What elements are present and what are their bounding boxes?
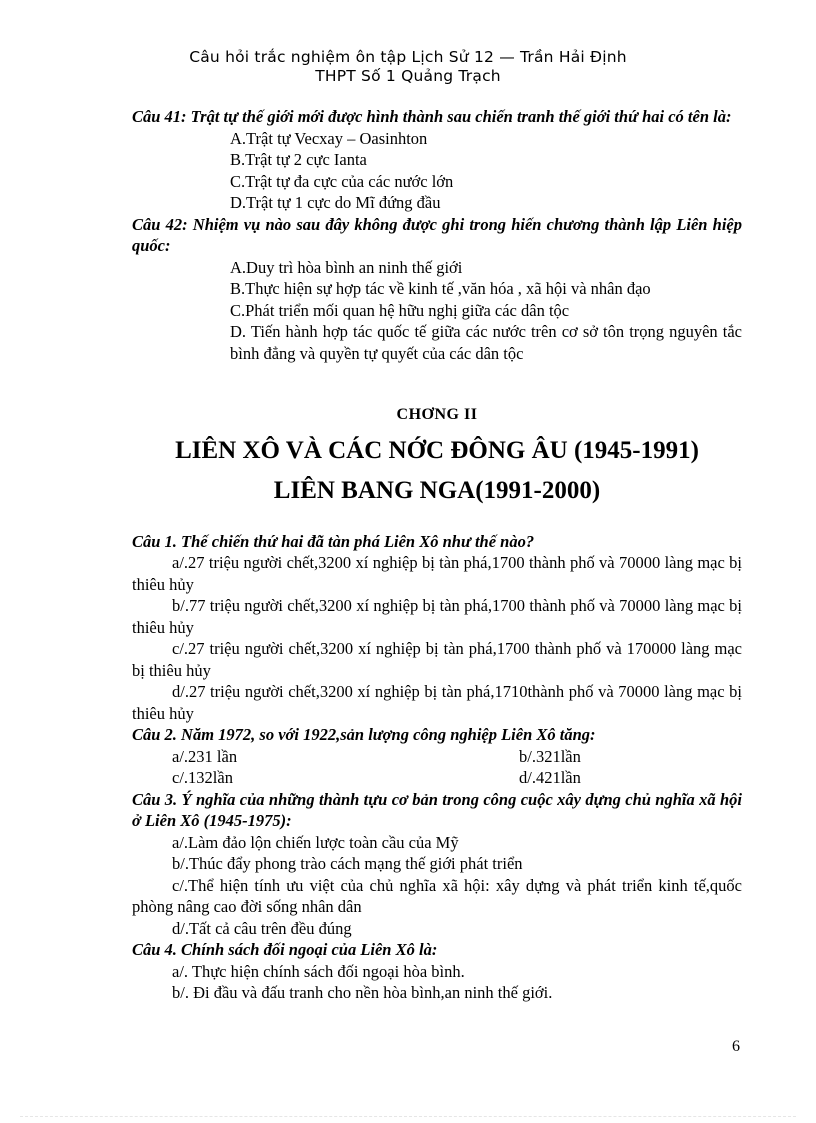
c2-option-b: b/.321lần <box>519 746 581 766</box>
c3-option-d: d/.Tất cả câu trên đều đúng <box>172 918 352 938</box>
q41-option-d: D.Trật tự 1 cực do Mĩ đứng đầu <box>230 193 441 212</box>
c2-option-a: a/.231 lần <box>172 746 238 766</box>
q41-option-b: B.Trật tự 2 cực Ianta <box>230 150 367 169</box>
chapter-title-2: LIÊN BANG NGA(1991-2000) <box>273 476 601 504</box>
c2-option-c: c/.132lần <box>172 768 233 787</box>
c1-option-d: d/.27 triệu người chết,3200 xí nghiệp bị tàn phá,1710thành phố và 70000 làng mạc bị thiêu hủy <box>132 682 742 723</box>
c4-option-a: a/. Thực hiện chính sách đối ngoại hòa bình. <box>172 961 465 981</box>
question-41: Câu 41: Trật tự thế giới mới được hình thành sau chiến tranh thế giới thứ hai có tên là: <box>132 107 732 126</box>
c1-option-b: b/.77 triệu người chết,3200 xí nghiệp bị tàn phá,1700 thành phố và 70000 làng mạc bị thiêu hủy <box>132 596 742 637</box>
page-number: 6 <box>732 1038 740 1055</box>
question-4: Câu 4. Chính sách đối ngoại của Liên Xô là: <box>132 940 438 959</box>
footer-divider <box>20 1116 796 1117</box>
c2-options-row-2 <box>132 767 742 789</box>
header-line-2: THPT Số 1 Quảng Trạch <box>315 67 501 85</box>
question-42: Câu 42: Nhiệm vụ nào sau đây không được ghi trong hiến chương thành lập Liên hiệp quốc: <box>132 214 742 255</box>
header-line-1: Câu hỏi trắc nghiệm ôn tập Lịch Sử 12 — Trần Hải Định <box>189 48 627 66</box>
chapter-title-1: LIÊN XÔ VÀ CÁC NỚC ĐÔNG ÂU (1945-1991) <box>175 436 699 464</box>
document-body <box>132 106 742 1004</box>
c3-option-b: b/.Thúc đẩy phong trào cách mạng thế giới phát triển <box>172 854 523 873</box>
c3-option-a: a/.Làm đảo lộn chiến lược toàn cầu của Mỹ <box>172 832 459 852</box>
question-1: Câu 1. Thế chiến thứ hai đã tàn phá Liên Xô như thế nào? <box>132 531 535 551</box>
c2-option-d: d/.421lần <box>519 768 581 787</box>
c3-option-c: c/.Thể hiện tính ưu việt của chủ nghĩa xã hội: xây dựng và phát triển kinh tế,quốc phòng nâng cao đời sống nhân dân <box>132 875 742 916</box>
q42-option-a: A.Duy trì hòa bình an ninh thế giới <box>230 257 463 277</box>
c1-option-c: c/.27 triệu người chết,3200 xí nghiệp bị tàn phá,1700 thành phố và 170000 làng mạc bị thiêu hủy <box>132 639 742 680</box>
q42-option-c: C.Phát triển mối quan hệ hữu nghị giữa các dân tộc <box>230 300 570 320</box>
question-3: Câu 3. Ý nghĩa của những thành tựu cơ bản trong công cuộc xây dựng chủ nghĩa xã hội ở Liên Xô (1945-1975): <box>132 789 742 830</box>
q41-option-c: C.Trật tự đa cực của các nước lớn <box>230 171 454 191</box>
q41-option-a: A.Trật tự Vecxay – Oasinhton <box>230 128 428 148</box>
c1-option-a: a/.27 triệu người chết,3200 xí nghiệp bị tàn phá,1700 thành phố và 70000 làng mạc bị thiêu hủy <box>132 553 742 594</box>
page-header <box>0 48 816 86</box>
c2-options-row-1 <box>132 746 742 768</box>
chapter-label: CHƠNG II <box>396 406 478 423</box>
question-2: Câu 2. Năm 1972, so với 1922,sản lượng công nghiệp Liên Xô tăng: <box>132 725 596 744</box>
c4-option-b: b/. Đi đầu và đấu tranh cho nền hòa bình,an ninh thế giới. <box>172 983 553 1002</box>
q42-option-d: D. Tiến hành hợp tác quốc tế giữa các nước trên cơ sở tôn trọng nguyên tắc bình đẳng và quyền tự quyết của các dân tộc <box>230 322 742 363</box>
q42-option-b: B.Thực hiện sự hợp tác về kinh tế ,văn hóa , xã hội và nhân đạo <box>230 279 651 298</box>
